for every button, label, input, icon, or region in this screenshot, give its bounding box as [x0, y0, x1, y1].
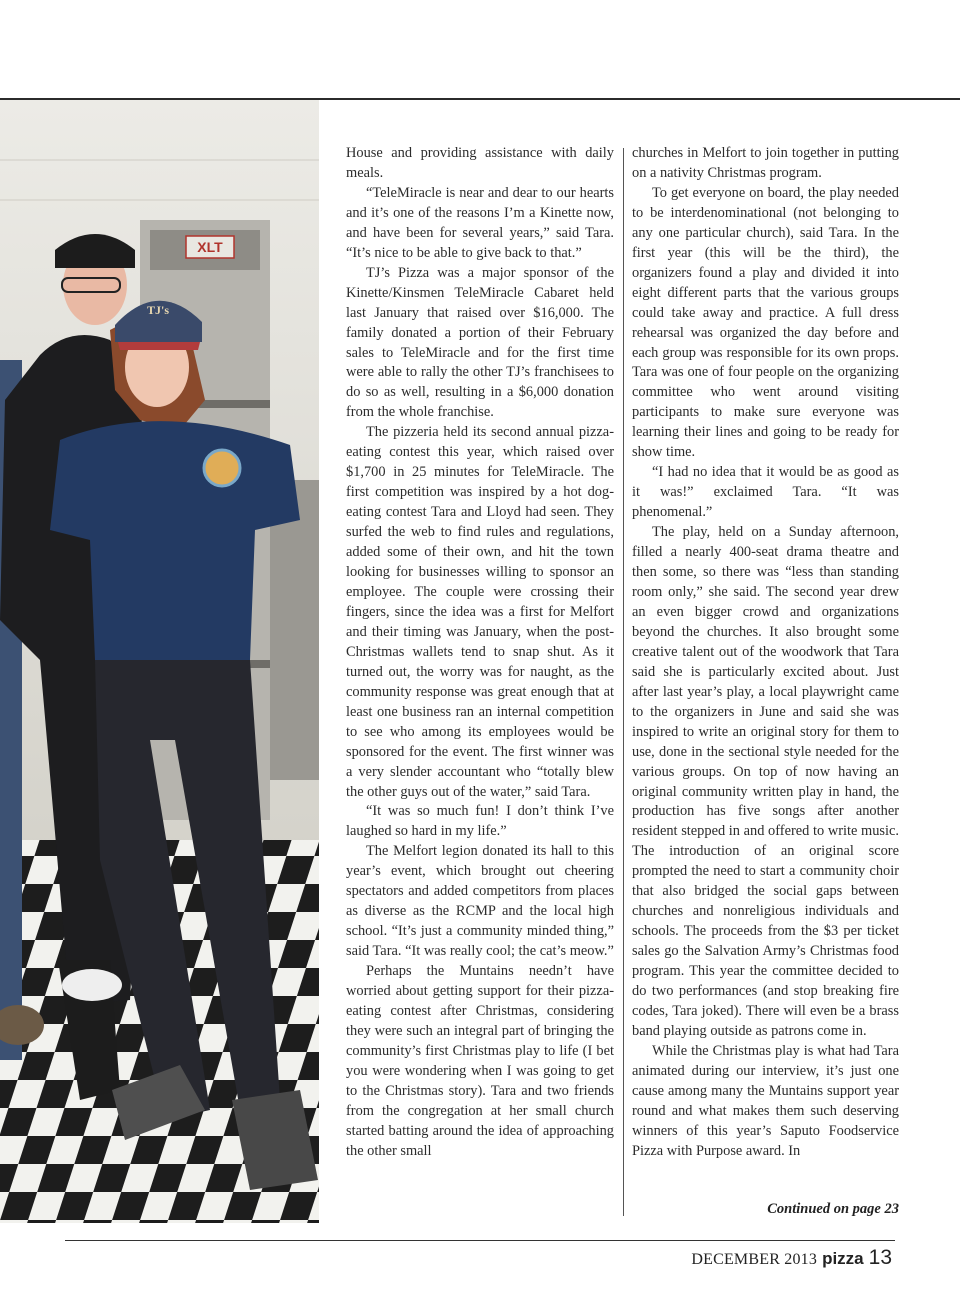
- paragraph: TJ’s Pizza was a major sponsor of the Kinette/Kinsmen TeleMiracle Cabaret held last January that raised over $16,000. The family donated a portion of their February sales to TeleMiracle and for the first time were able to rally the other TJ’s franchisees to do so as well, resulting in a $6,000 donation from the whole franchise.: [346, 264, 614, 421]
- magazine-name: pizza: [822, 1249, 864, 1268]
- paragraph: “It was so much fun! I don’t think I’ve laughed so hard in my life.”: [346, 803, 614, 840]
- page-footer: [691, 1246, 892, 1270]
- continued-note: Continued on page 23: [767, 1201, 899, 1217]
- paragraph: The Melfort legion donated its hall to this year’s event, which brought out cheering spectators and added competitors from places as diverse as the RCMP and the local high school. “It’s just a community minded thing,” said Tara. “It was really cool; the cat’s meow.”: [346, 843, 614, 960]
- article-column-right: [632, 144, 899, 1162]
- paragraph: The pizzeria held its second annual pizza-eating contest this year, which raised over $1,700 in 25 minutes for TeleMiracle. The first competition was inspired by a hot dog-eating contest Tara and Lloyd had seen. They surfed the web to find rules and regulations, added some of their own, and hit the town looking for businesses willing to sponsor an employee. The couple were crossing their fingers, since the idea was a first for Melfort and their timing was January, when the post-Christmas wallets tend to snap shut. As it turned out, the worry was for naught, as the community response was great enough that at least one business ran an internal competition to see who among its employees would be sponsored for the event. The first winner was a very slender accountant who “totally blew the other guys out of the water,” said Tara.: [346, 424, 614, 800]
- column-divider: [623, 148, 624, 1216]
- page-number: 13: [868, 1246, 892, 1269]
- footer-rule: [65, 1240, 895, 1241]
- hat-logo-text: TJ's: [146, 303, 170, 317]
- paragraph: To get everyone on board, the play needed to be interdenominational (not belonging to any one particular church), said Tara. In the first year (this will be the third), the organizers found a play and divided it into eight different parts that the various groups could take away and practice. A full dress rehearsal was organized the day before and each group was responsible for its own props. Tara was one of four people on the organizing committee who went around visiting participants to make sure everyone was learning their lines and going to be ready for show time.: [632, 184, 899, 461]
- paragraph: House and providing assistance with daily meals.: [346, 145, 614, 181]
- photo-icon: [0, 100, 319, 1223]
- paragraph: “TeleMiracle is near and dear to our hearts and it’s one of the reasons I’m a Kinette now, and have been for several years,” said Tara. “It’s nice to be able to give back to that.”: [346, 184, 614, 261]
- paragraph: “I had no idea that it would be as good as it was!” exclaimed Tara. “It was phenomenal.”: [632, 464, 899, 521]
- paragraph: churches in Melfort to join together in putting on a nativity Christmas program.: [632, 145, 899, 181]
- issue-date: DECEMBER 2013: [691, 1251, 818, 1268]
- paragraph: While the Christmas play is what had Tara animated during our interview, it’s just one cause among many the Muntains support year round and what makes them such deserving winners of this year’s Saputo Foodservice Pizza with Purpose award. In: [632, 1042, 899, 1159]
- article-photo: [0, 100, 319, 1223]
- oven-badge: XLT: [197, 239, 223, 255]
- article-column-left: [346, 144, 614, 1162]
- paragraph: The play, held on a Sunday afternoon, filled a nearly 400-seat drama theatre and then some, so there was “less than standing room only,” she said. The second year drew an even bigger crowd and organizations beyond the churches. It also brought some creative talent out of the woodwork that Tara said she is particularly excited about. Just after last year’s play, a local playwright came to the organizers in June and said she was inspired to write an original story for them to use, done in the sectional style needed for the various groups. On top of now having an original community written play in hand, the production has five songs after another resident stepped in and offered to write music. The introduction of an original score prompted the need to start a community choir that also bridged the social gaps between churches and nonreligious individuals and schools. The proceeds from the $3 per ticket sales go the Salvation Army’s Christmas food program. This year the committee decided to do two performances (and stop breaking fire codes, Tara joked). There will even be a brass band playing outside as patrons come in.: [632, 524, 899, 1039]
- paragraph: Perhaps the Muntains needn’t have worried about getting support for their pizza-eating contest after Christmas, considering they were such an integral part of bringing the community’s first Christmas play to life (I bet you were wondering when I was going to get to the Christmas story). Tara and two friends from the congregation at her small church started batting around the idea of approaching the other small: [346, 963, 614, 1159]
